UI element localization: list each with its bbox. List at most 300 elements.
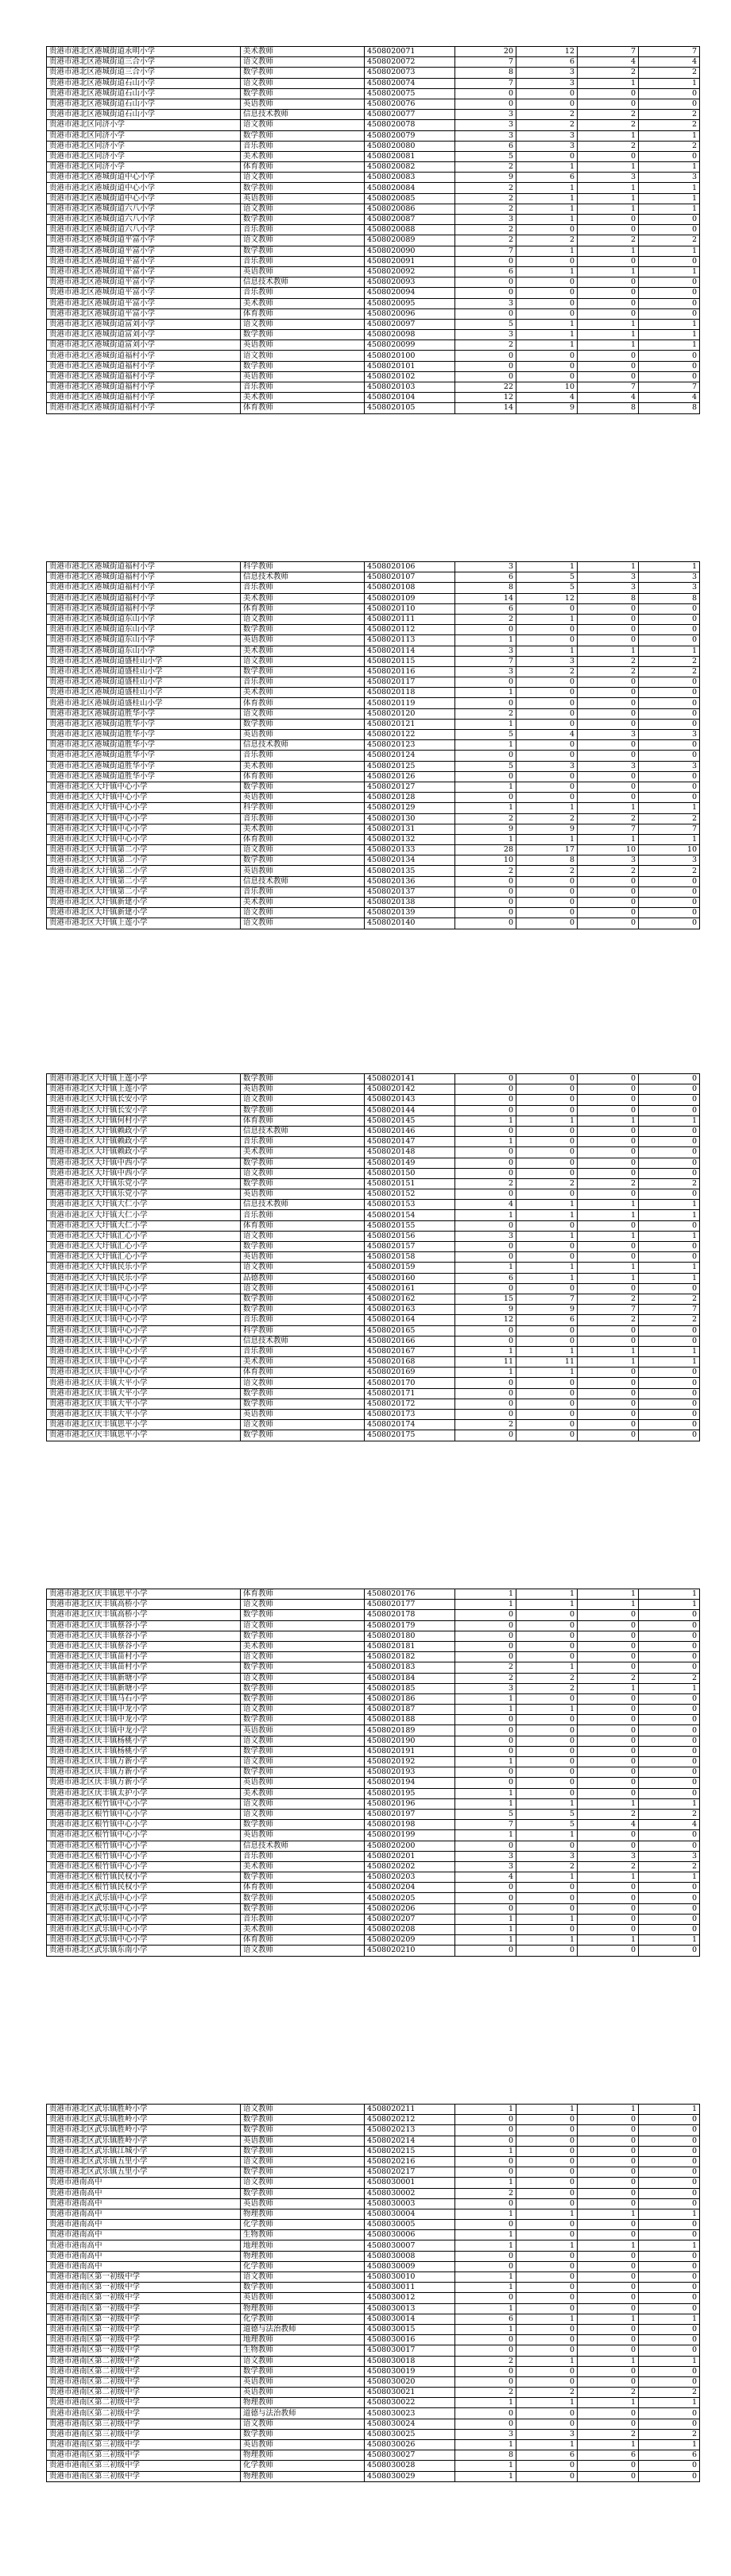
paid-count-cell: 7	[639, 824, 700, 834]
school-name-cell: 贵港市港北区港城街道福村小学	[47, 393, 241, 403]
position-cell: 道德与法治教师	[241, 2408, 365, 2419]
paid-count-cell: 3	[639, 761, 700, 771]
paid-count-cell: 0	[639, 1925, 700, 1935]
applicant-count-cell: 22	[455, 382, 516, 393]
approved-count-cell: 1	[578, 162, 639, 173]
position-code-cell: 4508020118	[365, 688, 455, 698]
reviewed-count-cell: 1	[516, 2440, 578, 2450]
table-row	[47, 1231, 700, 1241]
school-name-cell: 贵港市港南区第一初级中学	[47, 2335, 241, 2345]
approved-count-cell: 0	[578, 1189, 639, 1200]
school-name-cell: 贵港市港北区港城街道平富小学	[47, 298, 241, 308]
applicant-count-cell: 1	[455, 1788, 516, 1798]
approved-count-cell: 0	[578, 719, 639, 729]
school-name-cell: 贵港市港北区庆丰镇万新小学	[47, 1778, 241, 1788]
approved-count-cell: 1	[578, 2105, 639, 2115]
position-cell: 体育教师	[241, 1935, 365, 1946]
school-name-cell: 贵港市港南高中	[47, 2178, 241, 2188]
approved-count-cell: 0	[578, 688, 639, 698]
applicant-count-cell: 0	[455, 1378, 516, 1388]
table-row	[47, 813, 700, 824]
applicant-count-cell: 0	[455, 361, 516, 371]
reviewed-count-cell: 0	[516, 151, 578, 161]
paid-count-cell: 0	[639, 708, 700, 719]
position-code-cell: 4508030013	[365, 2303, 455, 2314]
table-row	[47, 298, 700, 308]
school-name-cell: 贵港市港北区大圩镇中心小学	[47, 834, 241, 844]
position-cell: 生物教师	[241, 2230, 365, 2240]
position-cell: 数学教师	[241, 1893, 365, 1903]
position-code-cell: 4508020108	[365, 583, 455, 593]
paid-count-cell: 0	[639, 288, 700, 298]
paid-count-cell: 3	[639, 1851, 700, 1861]
school-name-cell: 贵港市港北区武乐镇胜岭小学	[47, 2105, 241, 2115]
applicant-count-cell: 0	[455, 1252, 516, 1263]
reviewed-count-cell: 0	[516, 1105, 578, 1115]
table-row	[47, 1315, 700, 1325]
applicant-count-cell: 1	[455, 2471, 516, 2481]
school-name-cell: 贵港市港北区武乐镇中心小学	[47, 1903, 241, 1914]
school-name-cell: 贵港市港北区庆丰镇太护小学	[47, 1788, 241, 1798]
position-code-cell: 4508020140	[365, 918, 455, 929]
school-name-cell: 贵港市港北区庆丰镇苗村小学	[47, 1662, 241, 1673]
paid-count-cell: 1	[639, 1600, 700, 1610]
paid-count-cell: 0	[639, 1893, 700, 1903]
table-row	[47, 2366, 700, 2376]
position-code-cell: 4508030025	[365, 2429, 455, 2439]
paid-count-cell: 1	[639, 646, 700, 656]
table-row	[47, 173, 700, 183]
applicant-count-cell: 1	[455, 1757, 516, 1767]
table-row	[47, 1200, 700, 1210]
position-cell: 音乐教师	[241, 1315, 365, 1325]
approved-count-cell: 2	[578, 1294, 639, 1304]
table-row	[47, 1399, 700, 1409]
table-page-4	[46, 1589, 700, 1957]
approved-count-cell: 0	[578, 215, 639, 225]
position-code-cell: 4508020087	[365, 215, 455, 225]
reviewed-count-cell: 0	[516, 2293, 578, 2303]
applicant-count-cell: 1	[455, 2398, 516, 2408]
approved-count-cell: 0	[578, 2261, 639, 2271]
position-cell: 数学教师	[241, 130, 365, 141]
position-code-cell: 4508030022	[365, 2398, 455, 2408]
school-name-cell: 贵港市港北区港城街道六八小学	[47, 204, 241, 214]
applicant-count-cell: 0	[455, 908, 516, 918]
position-code-cell: 4508020195	[365, 1788, 455, 1798]
approved-count-cell: 0	[578, 1325, 639, 1336]
table-row	[47, 225, 700, 235]
applicant-count-cell: 2	[455, 204, 516, 214]
paid-count-cell: 1	[639, 1683, 700, 1693]
school-name-cell: 贵港市港北区港城街道盛桂山小学	[47, 698, 241, 708]
position-cell: 英语教师	[241, 1778, 365, 1788]
reviewed-count-cell: 0	[516, 1220, 578, 1231]
paid-count-cell: 2	[639, 656, 700, 666]
reviewed-count-cell: 0	[516, 308, 578, 319]
paid-count-cell: 0	[639, 886, 700, 897]
applicant-count-cell: 0	[455, 1168, 516, 1178]
school-name-cell: 贵港市港北区武乐镇江城小学	[47, 2146, 241, 2156]
reviewed-count-cell: 0	[516, 361, 578, 371]
school-name-cell: 贵港市港南高中	[47, 2220, 241, 2230]
applicant-count-cell: 1	[455, 803, 516, 813]
position-code-cell: 4508020194	[365, 1778, 455, 1788]
applicant-count-cell: 1	[455, 2230, 516, 2240]
applicant-count-cell: 0	[455, 698, 516, 708]
position-code-cell: 4508020191	[365, 1746, 455, 1756]
approved-count-cell: 0	[578, 2156, 639, 2167]
table-row	[47, 1798, 700, 1809]
table-row	[47, 1168, 700, 1178]
approved-count-cell: 0	[578, 2146, 639, 2156]
table-row	[47, 688, 700, 698]
applicant-count-cell: 1	[455, 2146, 516, 2156]
applicant-count-cell: 7	[455, 57, 516, 68]
school-name-cell: 贵港市港北区港城街道石山小学	[47, 110, 241, 120]
paid-count-cell: 0	[639, 771, 700, 782]
applicant-count-cell: 2	[455, 340, 516, 351]
position-cell: 英语教师	[241, 1189, 365, 1200]
approved-count-cell: 2	[578, 235, 639, 246]
reviewed-count-cell: 0	[516, 1631, 578, 1641]
approved-count-cell: 0	[578, 1652, 639, 1662]
school-name-cell: 贵港市港北区庆丰镇中心小学	[47, 1305, 241, 1315]
approved-count-cell: 1	[578, 2440, 639, 2450]
applicant-count-cell: 3	[455, 298, 516, 308]
school-name-cell: 贵港市港北区港城街道福村小学	[47, 583, 241, 593]
approved-count-cell: 0	[578, 1137, 639, 1147]
approved-count-cell: 2	[578, 120, 639, 130]
paid-count-cell: 0	[639, 603, 700, 614]
table-row	[47, 256, 700, 266]
reviewed-count-cell: 0	[516, 2156, 578, 2167]
paid-count-cell: 0	[639, 793, 700, 803]
reviewed-count-cell: 6	[516, 1315, 578, 1325]
approved-count-cell: 1	[578, 1600, 639, 1610]
position-code-cell: 4508020185	[365, 1683, 455, 1693]
reviewed-count-cell: 0	[516, 1883, 578, 1893]
reviewed-count-cell: 1	[516, 1935, 578, 1946]
table-row	[47, 572, 700, 583]
table-row	[47, 1147, 700, 1158]
position-code-cell: 4508020138	[365, 898, 455, 908]
table-row	[47, 1346, 700, 1356]
position-cell: 英语教师	[241, 2198, 365, 2209]
paid-count-cell: 2	[639, 1315, 700, 1325]
school-name-cell: 贵港市港北区根竹镇中心小学	[47, 1820, 241, 1830]
applicant-count-cell: 1	[455, 1705, 516, 1715]
applicant-count-cell: 0	[455, 2167, 516, 2178]
table-row	[47, 1757, 700, 1767]
position-cell: 信息技术教师	[241, 740, 365, 751]
position-code-cell: 4508020109	[365, 593, 455, 603]
table-page-3	[46, 1073, 700, 1441]
table-row	[47, 824, 700, 834]
reviewed-count-cell: 0	[516, 2125, 578, 2136]
approved-count-cell: 1	[578, 204, 639, 214]
school-name-cell: 贵港市港北区港城街道平富小学	[47, 246, 241, 256]
applicant-count-cell: 1	[455, 2272, 516, 2283]
position-cell: 英语教师	[241, 730, 365, 740]
approved-count-cell: 0	[578, 2376, 639, 2387]
reviewed-count-cell: 0	[516, 603, 578, 614]
approved-count-cell: 0	[578, 1368, 639, 1378]
applicant-count-cell: 2	[455, 162, 516, 173]
position-cell: 数学教师	[241, 1662, 365, 1673]
approved-count-cell: 0	[578, 371, 639, 382]
reviewed-count-cell: 0	[516, 1074, 578, 1084]
position-code-cell: 4508030001	[365, 2178, 455, 2188]
reviewed-count-cell: 6	[516, 57, 578, 68]
applicant-count-cell: 3	[455, 1861, 516, 1872]
school-name-cell: 贵港市港北区庆丰镇中心小学	[47, 1315, 241, 1325]
reviewed-count-cell: 1	[516, 1346, 578, 1356]
approved-count-cell: 1	[578, 319, 639, 329]
table-row	[47, 1273, 700, 1283]
table-row	[47, 2335, 700, 2345]
reviewed-count-cell: 8	[516, 855, 578, 866]
position-code-cell: 4508020136	[365, 876, 455, 886]
reviewed-count-cell: 0	[516, 2251, 578, 2261]
position-cell: 英语教师	[241, 266, 365, 277]
reviewed-count-cell: 2	[516, 666, 578, 677]
applicant-count-cell: 3	[455, 1683, 516, 1693]
table-row	[47, 141, 700, 151]
position-code-cell: 4508020203	[365, 1872, 455, 1883]
position-cell: 数学教师	[241, 1388, 365, 1399]
table-row	[47, 593, 700, 603]
table-row	[47, 2324, 700, 2334]
position-code-cell: 4508020110	[365, 603, 455, 614]
table-row	[47, 2209, 700, 2219]
applicant-count-cell: 1	[455, 1935, 516, 1946]
position-cell: 语文教师	[241, 319, 365, 329]
school-name-cell: 贵港市港北区大圩镇汇心小学	[47, 1242, 241, 1252]
school-name-cell: 贵港市港北区庆丰镇高桥小学	[47, 1610, 241, 1620]
table-row	[47, 1893, 700, 1903]
reviewed-count-cell: 0	[516, 2283, 578, 2293]
school-name-cell: 贵港市港北区港城街道富刘小学	[47, 319, 241, 329]
position-cell: 数学教师	[241, 1746, 365, 1756]
paid-count-cell: 0	[639, 1946, 700, 1956]
school-name-cell: 贵港市港北区港城街道中心小学	[47, 183, 241, 193]
position-cell: 生物教师	[241, 2345, 365, 2356]
paid-count-cell: 0	[639, 2283, 700, 2293]
school-name-cell: 贵港市港北区同济小学	[47, 162, 241, 173]
table-row	[47, 403, 700, 413]
applicant-count-cell: 0	[455, 1325, 516, 1336]
paid-count-cell: 1	[639, 1273, 700, 1283]
paid-count-cell: 2	[639, 141, 700, 151]
school-name-cell: 贵港市港北区庆丰镇蔡谷小学	[47, 1641, 241, 1651]
school-name-cell: 贵港市港北区大圩镇赖政小学	[47, 1126, 241, 1136]
applicant-count-cell: 6	[455, 1273, 516, 1283]
approved-count-cell: 3	[578, 572, 639, 583]
position-code-cell: 4508020167	[365, 1346, 455, 1356]
reviewed-count-cell: 0	[516, 1946, 578, 1956]
applicant-count-cell: 2	[455, 2356, 516, 2366]
position-code-cell: 4508020204	[365, 1883, 455, 1893]
position-cell: 物理教师	[241, 2450, 365, 2461]
reviewed-count-cell: 1	[516, 2398, 578, 2408]
table-row	[47, 1820, 700, 1830]
approved-count-cell: 0	[578, 1126, 639, 1136]
school-name-cell: 贵港市港南区第一初级中学	[47, 2283, 241, 2293]
school-name-cell: 贵港市港北区大圩镇新建小学	[47, 908, 241, 918]
position-code-cell: 4508020176	[365, 1589, 455, 1600]
paid-count-cell: 0	[639, 277, 700, 288]
approved-count-cell: 0	[578, 1946, 639, 1956]
applicant-count-cell: 0	[455, 1410, 516, 1420]
applicant-count-cell: 14	[455, 593, 516, 603]
table-row	[47, 1084, 700, 1095]
position-cell: 音乐教师	[241, 583, 365, 593]
applicant-count-cell: 5	[455, 1809, 516, 1819]
reviewed-count-cell: 0	[516, 1841, 578, 1851]
school-name-cell: 贵港市港北区庆丰镇新塘小学	[47, 1673, 241, 1683]
reviewed-count-cell: 0	[516, 2167, 578, 2178]
table-row	[47, 719, 700, 729]
paid-count-cell: 0	[639, 876, 700, 886]
approved-count-cell: 0	[578, 1399, 639, 1409]
position-code-cell: 4508020115	[365, 656, 455, 666]
reviewed-count-cell: 0	[516, 1903, 578, 1914]
approved-count-cell: 0	[578, 1430, 639, 1441]
table-row	[47, 1252, 700, 1263]
reviewed-count-cell: 0	[516, 256, 578, 266]
position-cell: 体育教师	[241, 834, 365, 844]
position-cell: 化学教师	[241, 2220, 365, 2230]
school-name-cell: 贵港市港北区港城街道中心小学	[47, 173, 241, 183]
reviewed-count-cell: 0	[516, 2261, 578, 2271]
table-row	[47, 382, 700, 393]
approved-count-cell: 1	[578, 1935, 639, 1946]
paid-count-cell: 0	[639, 1158, 700, 1168]
school-name-cell: 贵港市港北区根竹镇中心小学	[47, 1830, 241, 1841]
position-code-cell: 4508020106	[365, 562, 455, 572]
table-row	[47, 898, 700, 908]
position-cell: 语文教师	[241, 173, 365, 183]
reviewed-count-cell: 0	[516, 1336, 578, 1346]
applicant-count-cell: 1	[455, 782, 516, 792]
position-code-cell: 4508020212	[365, 2115, 455, 2125]
approved-count-cell: 8	[578, 593, 639, 603]
reviewed-count-cell: 0	[516, 2220, 578, 2230]
position-code-cell: 4508020141	[365, 1074, 455, 1084]
position-cell: 化学教师	[241, 2314, 365, 2324]
position-code-cell: 4508020152	[365, 1189, 455, 1200]
paid-count-cell: 1	[639, 803, 700, 813]
school-name-cell: 贵港市港南高中	[47, 2209, 241, 2219]
approved-count-cell: 4	[578, 1820, 639, 1830]
position-cell: 语文教师	[241, 1283, 365, 1294]
paid-count-cell: 2	[639, 110, 700, 120]
position-code-cell: 4508020123	[365, 740, 455, 751]
recruitment-table	[46, 2104, 700, 2482]
approved-count-cell: 7	[578, 824, 639, 834]
approved-count-cell: 1	[578, 330, 639, 340]
position-code-cell: 4508020210	[365, 1946, 455, 1956]
position-cell: 英语教师	[241, 2388, 365, 2398]
paid-count-cell: 0	[639, 2167, 700, 2178]
paid-count-cell: 0	[639, 1430, 700, 1441]
paid-count-cell: 0	[639, 1883, 700, 1893]
paid-count-cell: 0	[639, 2324, 700, 2334]
approved-count-cell: 0	[578, 1084, 639, 1095]
position-cell: 美术教师	[241, 1925, 365, 1935]
reviewed-count-cell: 1	[516, 2105, 578, 2115]
paid-count-cell: 0	[639, 2198, 700, 2209]
applicant-count-cell: 0	[455, 918, 516, 929]
school-name-cell: 贵港市港北区庆丰镇中龙小学	[47, 1715, 241, 1725]
position-cell: 英语教师	[241, 866, 365, 876]
reviewed-count-cell: 2	[516, 120, 578, 130]
approved-count-cell: 0	[578, 793, 639, 803]
reviewed-count-cell: 1	[516, 183, 578, 193]
position-code-cell: 4508020077	[365, 110, 455, 120]
school-name-cell: 贵港市港北区大圩镇大仁小学	[47, 1220, 241, 1231]
table-row	[47, 1903, 700, 1914]
approved-count-cell: 1	[578, 2314, 639, 2324]
table-row	[47, 1725, 700, 1736]
applicant-count-cell: 3	[455, 215, 516, 225]
applicant-count-cell: 9	[455, 824, 516, 834]
approved-count-cell: 1	[578, 1263, 639, 1273]
position-cell: 语文教师	[241, 1673, 365, 1683]
position-code-cell: 4508020209	[365, 1935, 455, 1946]
table-row	[47, 1925, 700, 1935]
paid-count-cell: 0	[639, 2272, 700, 2283]
approved-count-cell: 1	[578, 1210, 639, 1220]
position-cell: 语文教师	[241, 57, 365, 68]
position-code-cell: 4508020111	[365, 614, 455, 624]
applicant-count-cell: 11	[455, 1357, 516, 1368]
table-row	[47, 1325, 700, 1336]
applicant-count-cell: 0	[455, 2125, 516, 2136]
reviewed-count-cell: 0	[516, 1788, 578, 1798]
approved-count-cell: 0	[578, 2230, 639, 2240]
position-code-cell: 4508020156	[365, 1231, 455, 1241]
table-row	[47, 2251, 700, 2261]
position-cell: 语文教师	[241, 1420, 365, 1430]
school-name-cell: 贵港市港北区庆丰镇中心小学	[47, 1325, 241, 1336]
school-name-cell: 贵港市港北区庆丰镇高桥小学	[47, 1600, 241, 1610]
applicant-count-cell: 0	[455, 371, 516, 382]
position-cell: 信息技术教师	[241, 572, 365, 583]
school-name-cell: 贵港市港北区庆丰镇中龙小学	[47, 1705, 241, 1715]
approved-count-cell: 0	[578, 2293, 639, 2303]
paid-count-cell: 0	[639, 688, 700, 698]
applicant-count-cell: 0	[455, 1074, 516, 1084]
paid-count-cell: 1	[639, 340, 700, 351]
reviewed-count-cell: 0	[516, 1620, 578, 1631]
applicant-count-cell: 1	[455, 2105, 516, 2115]
position-code-cell: 4508020214	[365, 2136, 455, 2146]
approved-count-cell: 0	[578, 1693, 639, 1704]
position-cell: 语文教师	[241, 1652, 365, 1662]
position-code-cell: 4508020082	[365, 162, 455, 173]
position-cell: 英语教师	[241, 371, 365, 382]
position-cell: 数学教师	[241, 2283, 365, 2293]
reviewed-count-cell: 0	[516, 298, 578, 308]
paid-count-cell: 0	[639, 2125, 700, 2136]
school-name-cell: 贵港市港南区第二初级中学	[47, 2366, 241, 2376]
paid-count-cell: 0	[639, 908, 700, 918]
table-row	[47, 1610, 700, 1620]
position-cell: 语文教师	[241, 2419, 365, 2429]
table-row	[47, 1620, 700, 1631]
